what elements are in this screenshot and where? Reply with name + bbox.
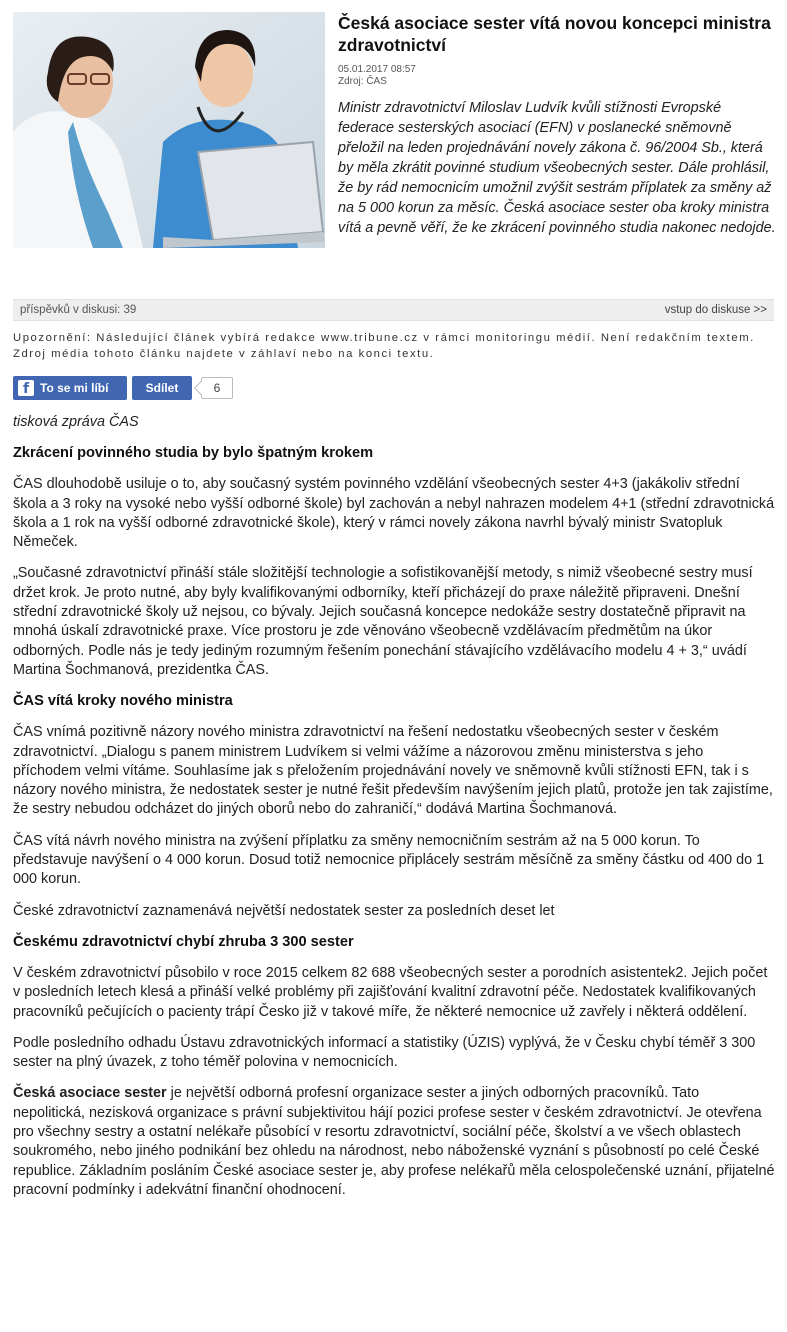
article-meta	[338, 64, 776, 88]
facebook-icon: f	[18, 380, 34, 396]
article-header	[13, 12, 776, 294]
organization-name: Česká asociace sester	[13, 1085, 167, 1102]
paragraph: Podle posledního odhadu Ústavu zdravotnických informací a statistiky (ÚZIS) vyplývá, že v Česku chybí téměř 3 300 sester na plný úvazek, z toho téměř polovina v nemocnicích.	[13, 1034, 756, 1071]
discussion-bar	[13, 299, 774, 321]
article-body	[13, 413, 775, 1212]
paragraph: ČAS vítá návrh nového ministra na zvýšení příplatku za směny nemocničním sestrám až na 5 000 korun. To představuje navýšení o 4 000 korun. Dosud totiž nemocnice připlácely sestrám měsíčně za směny částku od 400 do 1 000 korun.	[13, 832, 765, 888]
facebook-like-label: To se mi líbí	[40, 381, 109, 395]
paragraph: V českém zdravotnictví působilo v roce 2015 celkem 82 688 všeobecných sester a porodních asistentek2. Jejich počet v posledních letech klesá a přináší velké problémy při zajišťování kvalitní zdravotní péče. Nedostatek kvalifikovaných pracovníků pečujících o pacienty trápí Česko již v takové míře, že některé nemocnice už zavřely i některá oddělení.	[13, 964, 768, 1020]
paragraph: ČAS dlouhodobě usiluje o to, aby současný systém povinného vzdělání všeobecných sester 4+3 (jakákoliv střední škola a 3 roky na vysoké nebo vyšší odborné škole) byl zachován a nebyl nahrazen modelem 4+1 (střední zdravotnická škola a 1 rok na vyšší odborné zdravotnické škole), který v rámci novely zákona navrhl bývalý ministr Svatopluk Němeček.	[13, 476, 775, 551]
paragraph	[13, 1084, 775, 1200]
article-date: 05.01.2017 08:57	[338, 64, 416, 75]
share-count-badge: 6	[201, 377, 233, 399]
facebook-share-button[interactable]: Sdílet	[132, 376, 192, 400]
organization-description: je největší odborná profesní organizace sester a jiných odborných pracovníků. Tato nepolitická, nezisková organizace s právní subjektivitou hájí pozici profese sester v českém zdravotnictví. Je otevřena pro všechny sestry a ostatní nelékaře působící v resortu zdravotnictví, sociální péče, školství a ve všech oblastech soukromého, nebo jiného podnikání bez ohledu na národnost, nebo náboženské vyznání s působností po celé České republice. Základním posláním České asociace sester je, aby profese nelékařů měla celospolečenské uznání, přijatelné pracovní podmínky i adekvátní finanční ohodnocení.	[13, 1085, 775, 1198]
monitoring-notice: Upozornění: Následující článek vybírá redakce www.tribune.cz v rámci monitoringu médií. Není redakčním textem. Zdroj média tohoto článku najdete v záhlaví nebo na konci textu.	[13, 332, 755, 360]
social-buttons	[13, 376, 313, 400]
section-heading: Českému zdravotnictví chybí zhruba 3 300 sester	[13, 933, 354, 950]
section-heading: ČAS vítá kroky nového ministra	[13, 693, 233, 710]
section-heading: Zkrácení povinného studia by bylo špatným krokem	[13, 445, 374, 462]
article-source-meta: Zdroj: ČAS	[338, 76, 387, 87]
article-title: Česká asociace sester vítá novou koncepci ministra zdravotnictví	[338, 13, 771, 55]
press-release-source: tisková zpráva ČAS	[13, 414, 139, 430]
discussion-count: příspěvků v diskusi: 39	[20, 304, 137, 316]
enter-discussion-link[interactable]: vstup do diskuse >>	[664, 304, 767, 316]
paragraph: „Současné zdravotnictví přináší stále složitější technologie a sofistikovanější metody, s nimiž všeobecné sestry musí držet krok. Je proto nutné, aby byly kvalifikovanými odborníky, kteří přicházejí do praxe náležitě připraveni. Dnešní střední zdravotnické školy už nejsou, co bývaly. Jejich současná koncepce nedokáže sestry dostatečně připravit na mnohá úskalí zdravotnické praxe. Více prostoru je zde věnováno všeobecně vzdělávacím předmětům na úkor odborných. Podle nás je tedy jediným rozumným řešením ponechání stávajícího vzdělávacího modelu 4 + 3,“ uvádí Martina Šochmanová, prezidentka ČAS.	[13, 565, 753, 678]
facebook-like-button[interactable]	[13, 376, 127, 400]
article-lead: Ministr zdravotnictví Miloslav Ludvík kvůli stížnosti Evropské federace sesterských asociací (EFN) v poslanecké sněmovně přeložil na leden projednávání novely zákona č. 96/2004 Sb., která by měla zkrátit povinné studium všeobecných sester. Dále prohlásil, že by rád nemocnicím umožnil zvýšit sestrám příplatek za směny až na 5 000 korun za měsíc. Česká asociace sester oba kroky ministra vítá a pevně věří, že ke zkrácení povinného studia nakonec nedojde.	[338, 100, 776, 236]
paragraph: ČAS vnímá pozitivně názory nového ministra zdravotnictví na řešení nedostatku všeobecných sester v českém zdravotnictví. „Dialogu s panem ministrem Ludvíkem si velmi vážíme a názorovou změnu ministerstva s jeho příchodem velmi vítáme. Souhlasíme jak s přeložením projednávání novely ve sněmovně kvůli stížnosti EFN, tak i s názory nového ministra, že nedostatek sester je nutné řešit především navýšením jejich platů, protože jen tak zajistíme, že sestry nebudou odcházet do jiných oborů nebo do zahraničí,“ dodává Martina Šochmanová.	[13, 724, 773, 818]
article-photo	[13, 12, 325, 248]
paragraph: České zdravotnictví zaznamenává největší nedostatek sester za posledních deset let	[13, 902, 555, 919]
article-header-text	[338, 12, 776, 238]
